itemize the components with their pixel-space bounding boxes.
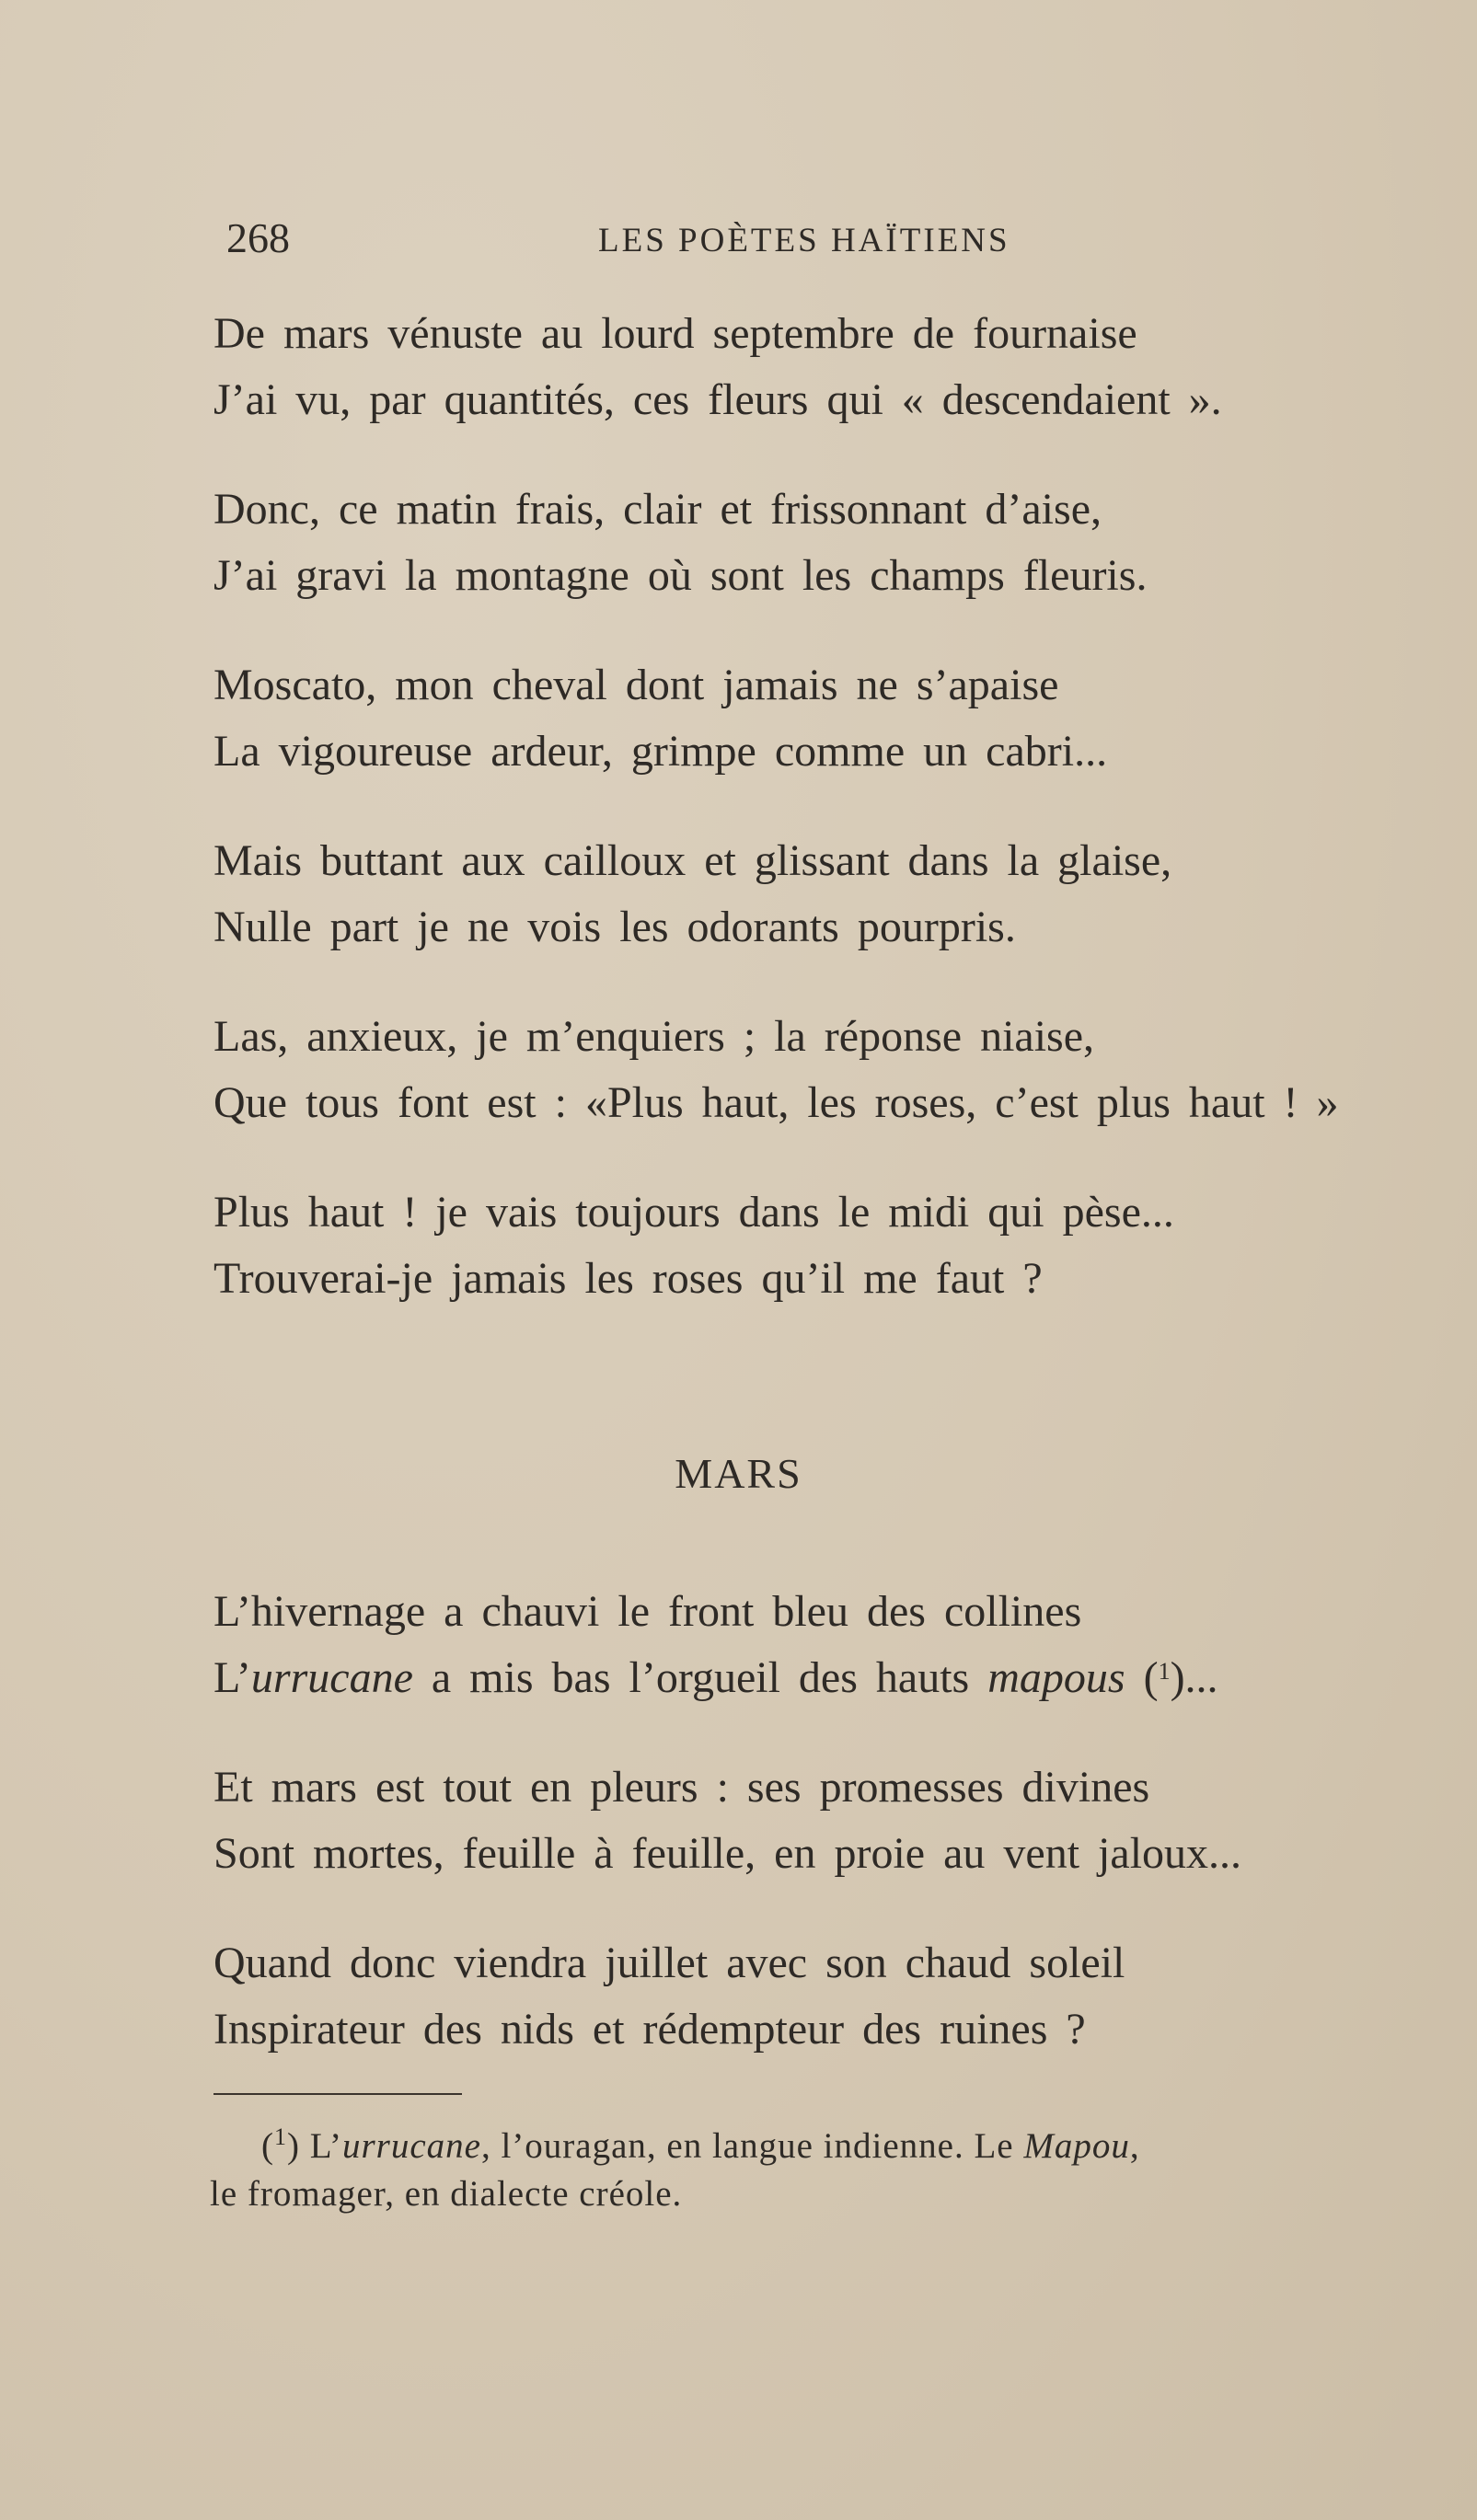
verse-line: De mars vénuste au lourd septembre de fournaise — [213, 309, 1137, 358]
verse-line: Trouverai-je jamais les roses qu’il me faut ? — [213, 1254, 1043, 1303]
verse-line: J’ai gravi la montagne où sont les champs fleuris. — [213, 551, 1148, 600]
verse-line: Inspirateur des nids et rédempteur des ruines ? — [213, 2005, 1086, 2054]
verse-line: La vigoureuse ardeur, grimpe comme un cabri... — [213, 727, 1108, 776]
verse-line: Quand donc viendra juillet avec son chaud soleil — [213, 1939, 1125, 1987]
verse-line: Nulle part je ne vois les odorants pourpris. — [213, 903, 1016, 951]
poem-mars — [213, 1579, 1410, 2063]
footnote-line: ($^1$) L’urrucane, l’ouragan, en langue indienne. Le Mapou, — [261, 2123, 1140, 2166]
verse-line: Sont mortes, feuille à feuille, en proie au vent jaloux... — [213, 1829, 1242, 1878]
footnote-rule — [213, 2093, 462, 2095]
book-title: LES POÈTES HAÏTIENS — [598, 222, 1010, 259]
verse-line: Mais buttant aux cailloux et glissant dans la glaise, — [213, 836, 1172, 885]
verse-line: Moscato, mon cheval dont jamais ne s’apaise — [213, 661, 1059, 709]
verse-line: L’hivernage a chauvi le front bleu des collines — [213, 1587, 1082, 1636]
verse-line: Donc, ce matin frais, clair et frissonnant d’aise, — [213, 485, 1102, 534]
footnote — [210, 2123, 1406, 2218]
footnote-line: le fromager, en dialecte créole. — [210, 2174, 683, 2214]
verse-line: Plus haut ! je vais toujours dans le midi qui pèse... — [213, 1188, 1174, 1237]
page-number: 268 — [226, 214, 290, 261]
poem-title: MARS — [675, 1450, 802, 1497]
verse-line: Et mars est tout en pleurs : ses promesses divines — [213, 1763, 1150, 1812]
verse-line: Que tous font est : «Plus haut, les roses, c’est plus haut ! » — [213, 1078, 1339, 1127]
verse-line: J’ai vu, par quantités, ces fleurs qui « descendaient ». — [213, 375, 1222, 424]
poem-untitled — [213, 301, 1410, 1312]
footnote-reference: 1 — [1158, 1658, 1171, 1685]
verse-line: L’urrucane a mis bas l’orgueil des hauts mapous ($^1$)... — [213, 1653, 1218, 1702]
running-head — [213, 213, 1042, 269]
verse-line: Las, anxieux, je m’enquiers ; la réponse niaise, — [213, 1012, 1095, 1061]
